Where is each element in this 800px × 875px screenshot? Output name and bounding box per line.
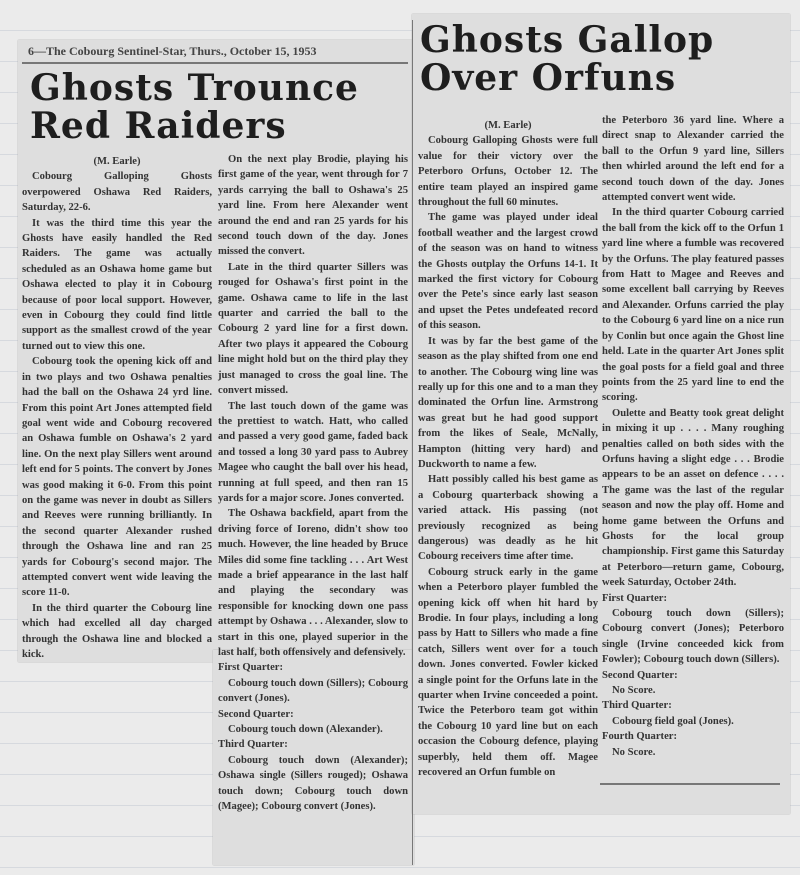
article-divider — [412, 20, 413, 865]
right-paragraph: Cobourg Galloping Ghosts were full value for their victory over the Peterboro Orfuns, October 12. The entire team played an inspired game throughout the full 60 minutes. — [418, 135, 598, 209]
left-summary-text: Cobourg touch down (Sillers); Cobourg convert (Jones). — [218, 677, 408, 705]
right-summary-quarter: Second Quarter: — [602, 669, 678, 681]
left-headline-line-1: Ghosts Trounce — [30, 67, 359, 109]
right-headline-line-1: Ghosts Gallop — [420, 19, 715, 61]
right-summary-text: Cobourg touch down (Sillers); Cobourg convert (Jones); Peterboro single (Irvine conceeded kick from Fowler); Cobourg touch down (Sillers). — [602, 608, 784, 666]
right-summary-quarter: Third Quarter: — [602, 700, 672, 712]
right-paragraph: It was by far the best game of the season as the play shifted from one end to another. The Cobourg wing line was really up for this one and to a man they dominated the Orfun line. Armstrong was great but he had good support from the likes of Seale, McNally, Hampton (hitting very hard) and Duckworth to name a few. — [418, 335, 598, 470]
left-paragraph: In the third quarter the Cobourg line which had excelled all day charged through the Oshawa line and blocked a kick. — [22, 602, 212, 660]
left-paragraph: On the next play Brodie, playing his first game of the year, went through for 7 yards carrying the ball to Oshawa's 25 yard line. From here Alexander went around the end and ran 25 yards for his second touch down of the day. Jones missed the convert. — [218, 154, 408, 258]
left-paragraph: The last touch down of the game was the prettiest to watch. Hatt, who called and passed a very good game, faded back and tossed a long 30 yard pass to Aubrey Magee who caught the ball over his head, running at full speed, and then ran 15 yards for a major score. Jones converted. — [218, 400, 408, 504]
right-summary-text: No Score. — [612, 685, 656, 697]
left-summary-quarter: First Quarter: — [218, 662, 284, 674]
right-paragraph: The game was played under ideal football weather and the largest crowd of the season was on hand to witness the Ghosts outplay the Orfuns 14-1. It marked the first victory for Cobourg over the Pete's since early last season and upset the Petes undefeated record of this season. — [418, 212, 598, 332]
right-bottom-rule — [600, 783, 780, 785]
dateline-rule — [22, 62, 408, 64]
left-byline: (M. Earle) — [93, 156, 141, 167]
left-summary-text: Cobourg touch down (Alexander); Oshawa single (Sillers rouged); Oshawa touch down; Cobourg touch down (Magee); Cobourg convert (Jones). — [218, 754, 408, 813]
right-paragraph: Hatt possibly called his best game as a Cobourg quarterback showing a varied attack. His passing (not previously recognized as being dangerous) was deadly as he hit Cobourg receivers time after time. — [418, 474, 598, 563]
right-summary-text: Cobourg field goal (Jones). — [612, 715, 734, 727]
left-paragraph: Late in the third quarter Sillers was rouged for Oshawa's first point in the game. Oshawa came to life in the last quarter and carried the ball to the Cobourg 2 yard line for a first down. After two plays it appeared the Cobourg line might hold but on the third play they just managed to cross the goal line. The convert missed. — [218, 261, 408, 397]
right-paragraph: Cobourg struck early in the game when a Peterboro player fumbled the opening kick off when hit hard by Brodie. In four plays, including a long pass by Hatt to Sillers who made a fine catch, Sillers went over for a touch down. Jones converted. Fowler kicked a single point for the Orfuns late in the quarter when Irvine conceeded a point. Twice the Peterboro team got within the Cobourg 10 yard line but on each occasion the Cobourg defence, playing superbly, held them off. Magee recovered an Orfun fumble on — [418, 566, 598, 779]
right-headline — [420, 19, 715, 99]
left-paragraph: Cobourg took the opening kick off and in two plays and two Oshawa penalties had the ball on the Oshawa 24 yrd line. From this point Art Jones attempted field goal went wide and Cobourg recovered an Oshawa fumble on Oshawa's 2 yard line. On the next play Sillers went around left end for 5 points. The convert by Jones was good making it 6-0. From this point on the game was never in doubt as Sillers and Reeves were running brilliantly. In the second quarter Alexander rushed through the Oshawa line and ran 25 yards for Cobourg's second major. The attempted convert went wide leaving the score 11-0. — [22, 356, 212, 599]
right-paragraph: In the third quarter Cobourg carried the ball from the kick off to the Orfun 1 yard line where a fumble was recovered by the Orfuns. The play featured passes from Hatt to Magee and Reeves and some excellent ball carrying by Reeves and Alexander. Orfuns carried the play to the Cobourg 6 yard line on a nice run by Conlin but once again the Ghost line held. Late in the quarter Art Jones split the goal posts for a field goal and three points from the 25 yard line to end the scoring. — [602, 207, 784, 404]
right-paragraph: the Peterboro 36 yard line. Where a direct snap to Alexander carried the ball to the Orfun 9 yard line, Sillers then whirled around the left end for a second touch down of the day. Jones attempted convert went wide. — [602, 115, 784, 204]
left-summary-quarter: Third Quarter: — [218, 739, 288, 751]
right-column-1 — [418, 118, 598, 780]
right-summary-text: No Score. — [612, 746, 656, 758]
left-paragraph: The Oshawa backfield, apart from the driving force of Ioreno, didn't show too much. However, the line headed by Bruce Miles did some fine tackling . . . Art West made a brief appearance in the last half and playing the secondary was responsible for knocking down one pass attempt by Oshawa . . . Alexander, slow to start in this one, played superior in the last half, both offensively and defensively. — [218, 508, 408, 658]
left-summary-quarter: Second Quarter: — [218, 708, 294, 720]
right-summary-quarter: Fourth Quarter: — [602, 731, 678, 743]
right-headline-line-2: Over Orfuns — [420, 56, 677, 99]
left-headline — [30, 67, 359, 147]
left-paragraph: Cobourg Galloping Ghosts overpowered Oshawa Red Raiders, Saturday, 22-6. — [22, 171, 212, 214]
right-summary-quarter: First Quarter: — [602, 592, 668, 604]
right-byline: (M. Earle) — [484, 120, 532, 131]
right-paragraph: Oulette and Beatty took great delight in mixing it up . . . . Many roughing penalties called on both sides with the Orfuns having a slight edge . . . Brodie appears to be an asset on defence . . . . The game was the last of the regular season and now the play off. Home and home game between the Orfuns and Ghosts for the local group championship. First game this Saturday at Peterboro—return game, Cobourg, week Saturday, October 24th. — [602, 407, 784, 589]
right-column-2 — [602, 113, 784, 760]
left-column-1 — [22, 154, 212, 662]
left-column-2 — [218, 152, 408, 814]
left-headline-line-2: Red Raiders — [30, 104, 287, 147]
dateline: 6—The Cobourg Sentinel-Star, Thurs., October 15, 1953 — [28, 44, 317, 58]
left-paragraph: It was the third time this year the Ghosts have easily handled the Red Raiders. The game was actually scheduled as an Oshawa home game but Oshawa elected to play it in Cobourg because of poor local support. However, even in Cobourg they could find little support as the smallest crowd of the year turned out to view this one. — [22, 217, 212, 352]
left-summary-text: Cobourg touch down (Alexander). — [228, 724, 383, 736]
